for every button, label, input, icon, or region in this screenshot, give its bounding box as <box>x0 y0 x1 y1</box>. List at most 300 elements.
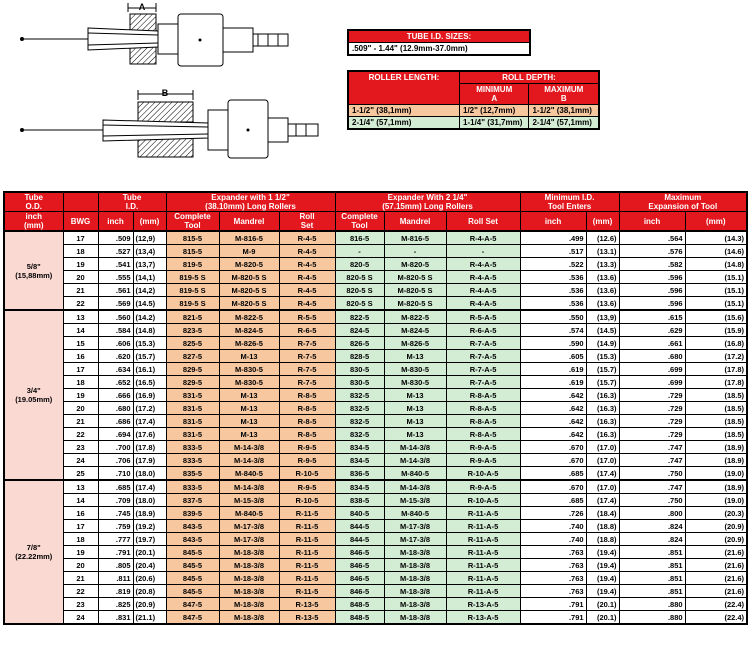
id-inch-cell: .686 <box>98 415 133 428</box>
id-mm-cell: (17.6) <box>133 428 166 441</box>
min-inch-cell: .642 <box>520 389 586 402</box>
id-mm-cell: (17.2) <box>133 402 166 415</box>
roll-set-2-cell: R-9-A-5 <box>446 454 520 467</box>
max-mm-cell: (19.0) <box>685 494 747 507</box>
mandrel-2-cell: - <box>384 245 446 258</box>
bwg-cell: 21 <box>63 284 98 297</box>
complete-tool-1-cell: 829-5 <box>166 376 219 389</box>
complete-tool-2-cell: 816-5 <box>335 231 384 245</box>
id-mm-cell: (13,4) <box>133 245 166 258</box>
min-mm-cell: (13.6) <box>586 271 619 284</box>
id-mm-cell: (20.4) <box>133 559 166 572</box>
header-id-mm: (mm) <box>133 212 166 232</box>
max-mm-cell: (18.5) <box>685 428 747 441</box>
roller-length-header: ROLLER LENGTH: <box>348 71 460 105</box>
id-mm-cell: (14,1) <box>133 271 166 284</box>
max-mm-cell: (21.6) <box>685 546 747 559</box>
id-inch-cell: .634 <box>98 363 133 376</box>
roll-set-2-cell: R-11-A-5 <box>446 585 520 598</box>
roll-set-1-cell: R-4-5 <box>279 297 335 311</box>
id-mm-cell: (17.9) <box>133 454 166 467</box>
id-inch-cell: .584 <box>98 324 133 337</box>
max-inch-cell: .629 <box>619 324 685 337</box>
roll-set-2-cell: R-11-A-5 <box>446 546 520 559</box>
mandrel-1-cell: M-15-3/8 <box>219 494 279 507</box>
roll-set-1-cell: R-11-5 <box>279 507 335 520</box>
complete-tool-2-cell: 848-5 <box>335 611 384 625</box>
max-inch-cell: .661 <box>619 337 685 350</box>
roll-set-1-cell: R-8-5 <box>279 428 335 441</box>
min-mm-cell: (15.7) <box>586 376 619 389</box>
header-min-id: Minimum I.D. Tool Enters <box>520 192 619 212</box>
id-mm-cell: (17.4) <box>133 415 166 428</box>
max-inch-cell: .564 <box>619 231 685 245</box>
id-mm-cell: (16.1) <box>133 363 166 376</box>
mandrel-2-cell: M-18-3/8 <box>384 546 446 559</box>
roll-depth-header: ROLL DEPTH: <box>460 71 600 84</box>
complete-tool-1-cell: 831-5 <box>166 428 219 441</box>
complete-tool-1-cell: 847-5 <box>166 598 219 611</box>
min-mm-cell: (16.3) <box>586 415 619 428</box>
roll-set-2-cell: R-11-A-5 <box>446 533 520 546</box>
table-row <box>4 231 747 245</box>
table-row <box>4 611 747 625</box>
table-row <box>4 245 747 258</box>
max-mm-cell: (15.1) <box>685 271 747 284</box>
header-max-mm: (mm) <box>685 212 747 232</box>
roll-set-1-cell: R-11-5 <box>279 520 335 533</box>
complete-tool-2-cell: 832-5 <box>335 402 384 415</box>
roll-set-2-cell: - <box>446 245 520 258</box>
min-inch-cell: .763 <box>520 585 586 598</box>
max-inch-cell: .729 <box>619 415 685 428</box>
table-row <box>4 363 747 376</box>
roll-set-1-cell: R-9-5 <box>279 454 335 467</box>
complete-tool-2-cell: 826-5 <box>335 337 384 350</box>
mandrel-2-cell: M-13 <box>384 402 446 415</box>
id-inch-cell: .606 <box>98 337 133 350</box>
id-mm-cell: (16.9) <box>133 389 166 402</box>
roll-set-1-cell: R-4-5 <box>279 258 335 271</box>
complete-tool-1-cell: 831-5 <box>166 402 219 415</box>
mandrel-2-cell: M-820-5 S <box>384 284 446 297</box>
mandrel-1-cell: M-18-3/8 <box>219 572 279 585</box>
table-row <box>4 533 747 546</box>
min-inch-cell: .536 <box>520 297 586 311</box>
mandrel-2-cell: M-820-5 <box>384 258 446 271</box>
mandrel-1-cell: M-17-3/8 <box>219 533 279 546</box>
mandrel-2-cell: M-17-3/8 <box>384 520 446 533</box>
roll-set-2-cell: R-9-A-5 <box>446 441 520 454</box>
mandrel-1-cell: M-820-5 S <box>219 284 279 297</box>
id-inch-cell: .652 <box>98 376 133 389</box>
bwg-cell: 23 <box>63 598 98 611</box>
complete-tool-2-cell: 824-5 <box>335 324 384 337</box>
table-row <box>4 376 747 389</box>
table-row <box>4 546 747 559</box>
roll-set-2-cell: R-11-A-5 <box>446 559 520 572</box>
mandrel-1-cell: M-840-5 <box>219 507 279 520</box>
complete-tool-2-cell: 846-5 <box>335 572 384 585</box>
mandrel-2-cell: M-826-5 <box>384 337 446 350</box>
complete-tool-1-cell: 815-5 <box>166 245 219 258</box>
bwg-cell: 22 <box>63 297 98 311</box>
max-inch-cell: .615 <box>619 310 685 324</box>
min-mm-cell: (18.8) <box>586 520 619 533</box>
tube-id-sizes-title: TUBE I.D. SIZES: <box>348 30 530 43</box>
max-mm-cell: (20.9) <box>685 520 747 533</box>
table-row <box>4 585 747 598</box>
roll-set-2-cell: R-8-A-5 <box>446 402 520 415</box>
complete-tool-2-cell: 822-5 <box>335 310 384 324</box>
max-inch-cell: .750 <box>619 467 685 481</box>
expander-drawing-a <box>20 2 288 66</box>
bwg-cell: 21 <box>63 572 98 585</box>
roll-set-1-cell: R-8-5 <box>279 402 335 415</box>
id-mm-cell: (19.2) <box>133 520 166 533</box>
bwg-cell: 19 <box>63 389 98 402</box>
header-mandrel-2: Mandrel <box>384 212 446 232</box>
complete-tool-2-cell: 832-5 <box>335 389 384 402</box>
min-inch-cell: .642 <box>520 415 586 428</box>
mandrel-1-cell: M-820-5 S <box>219 297 279 311</box>
roll-set-1-cell: R-8-5 <box>279 389 335 402</box>
max-mm-cell: (17.8) <box>685 376 747 389</box>
max-inch-cell: .747 <box>619 454 685 467</box>
min-mm-cell: (19.4) <box>586 559 619 572</box>
complete-tool-1-cell: 835-5 <box>166 467 219 481</box>
id-mm-cell: (13,7) <box>133 258 166 271</box>
min-mm-cell: (13.3) <box>586 258 619 271</box>
table-row <box>4 258 747 271</box>
bwg-cell: 18 <box>63 245 98 258</box>
min-mm-cell: (15.3) <box>586 350 619 363</box>
label-b: B <box>161 88 169 98</box>
complete-tool-1-cell: 819-5 S <box>166 297 219 311</box>
max-inch-cell: .747 <box>619 480 685 494</box>
mandrel-1-cell: M-826-5 <box>219 337 279 350</box>
min-inch-cell: .642 <box>520 428 586 441</box>
tube-od-cell: 3/4" (19.05mm) <box>4 310 63 480</box>
header-bwg: BWG <box>63 212 98 232</box>
bwg-cell: 20 <box>63 402 98 415</box>
max-mm-cell: (18.5) <box>685 389 747 402</box>
mandrel-1-cell: M-824-5 <box>219 324 279 337</box>
mandrel-1-cell: M-822-5 <box>219 310 279 324</box>
max-inch-cell: .851 <box>619 585 685 598</box>
id-mm-cell: (12,9) <box>133 231 166 245</box>
min-mm-cell: (19.4) <box>586 572 619 585</box>
roll-set-2-cell: R-13-A-5 <box>446 598 520 611</box>
complete-tool-1-cell: 819-5 S <box>166 271 219 284</box>
complete-tool-1-cell: 823-5 <box>166 324 219 337</box>
mandrel-1-cell: M-820-5 <box>219 258 279 271</box>
bwg-cell: 18 <box>63 533 98 546</box>
max-inch-cell: .699 <box>619 363 685 376</box>
table-row <box>4 559 747 572</box>
id-inch-cell: .825 <box>98 598 133 611</box>
max-mm-cell: (18.5) <box>685 415 747 428</box>
id-mm-cell: (21.1) <box>133 611 166 625</box>
max-inch-cell: .729 <box>619 389 685 402</box>
roll-set-2-cell: R-8-A-5 <box>446 389 520 402</box>
id-mm-cell: (14.5) <box>133 297 166 311</box>
roll-set-1-cell: R-4-5 <box>279 245 335 258</box>
min-inch-cell: .685 <box>520 494 586 507</box>
min-inch-cell: .763 <box>520 572 586 585</box>
max-mm-cell: (15.9) <box>685 324 747 337</box>
max-mm-cell: (21.6) <box>685 559 747 572</box>
max-inch-cell: .582 <box>619 258 685 271</box>
min-mm-cell: (12.6) <box>586 231 619 245</box>
min-inch-cell: .740 <box>520 520 586 533</box>
min-mm-cell: (20.1) <box>586 611 619 625</box>
roll-set-2-cell: R-8-A-5 <box>446 428 520 441</box>
bwg-cell: 17 <box>63 231 98 245</box>
min-inch-cell: .517 <box>520 245 586 258</box>
bwg-cell: 25 <box>63 467 98 481</box>
id-inch-cell: .680 <box>98 402 133 415</box>
max-inch-cell: .680 <box>619 350 685 363</box>
roll-set-2-cell: R-4-A-5 <box>446 297 520 311</box>
max-inch-cell: .596 <box>619 271 685 284</box>
mandrel-2-cell: M-14-3/8 <box>384 480 446 494</box>
max-mm-cell: (21.6) <box>685 585 747 598</box>
min-inch-cell: .499 <box>520 231 586 245</box>
id-inch-cell: .527 <box>98 245 133 258</box>
roll-set-1-cell: R-10-5 <box>279 494 335 507</box>
min-inch-cell: .670 <box>520 480 586 494</box>
table-row <box>4 507 747 520</box>
min-mm-cell: (13.1) <box>586 245 619 258</box>
mandrel-1-cell: M-13 <box>219 402 279 415</box>
complete-tool-1-cell: 831-5 <box>166 415 219 428</box>
table-row <box>4 467 747 481</box>
min-mm-cell: (17.4) <box>586 494 619 507</box>
bwg-cell: 24 <box>63 611 98 625</box>
max-inch-cell: .880 <box>619 611 685 625</box>
bwg-cell: 16 <box>63 507 98 520</box>
min-inch-cell: .726 <box>520 507 586 520</box>
mandrel-1-cell: M-18-3/8 <box>219 598 279 611</box>
complete-tool-2-cell: 830-5 <box>335 363 384 376</box>
roll-set-1-cell: R-11-5 <box>279 559 335 572</box>
max-mm-cell: (22.4) <box>685 598 747 611</box>
mandrel-1-cell: M-14-3/8 <box>219 441 279 454</box>
min-mm-cell: (18.4) <box>586 507 619 520</box>
label-a: A <box>138 2 146 12</box>
roll-set-1-cell: R-8-5 <box>279 415 335 428</box>
min-inch-cell: .740 <box>520 533 586 546</box>
complete-tool-1-cell: 843-5 <box>166 520 219 533</box>
roll-set-1-cell: R-13-5 <box>279 598 335 611</box>
header-expander-1: Expander with 1 1/2" (38.10mm) Long Rollers <box>166 192 335 212</box>
header-mandrel-1: Mandrel <box>219 212 279 232</box>
roll-set-1-cell: R-7-5 <box>279 363 335 376</box>
tube-expander-table <box>3 191 748 625</box>
max-mm-cell: (20.3) <box>685 507 747 520</box>
complete-tool-2-cell: 848-5 <box>335 598 384 611</box>
complete-tool-1-cell: 827-5 <box>166 350 219 363</box>
max-mm-cell: (15.1) <box>685 284 747 297</box>
id-mm-cell: (17.4) <box>133 480 166 494</box>
roll-set-2-cell: R-5-A-5 <box>446 310 520 324</box>
min-inch-cell: .522 <box>520 258 586 271</box>
max-inch-cell: .851 <box>619 559 685 572</box>
header-tube-id: Tube I.D. <box>98 192 166 212</box>
min-mm-cell: (14.9) <box>586 337 619 350</box>
id-inch-cell: .694 <box>98 428 133 441</box>
header-roll-set-1: Roll Set <box>279 212 335 232</box>
bwg-cell: 22 <box>63 585 98 598</box>
complete-tool-2-cell: 844-5 <box>335 533 384 546</box>
min-inch-cell: .536 <box>520 271 586 284</box>
id-inch-cell: .541 <box>98 258 133 271</box>
max-mm-cell: (19.0) <box>685 467 747 481</box>
bwg-cell: 14 <box>63 494 98 507</box>
max-inch-cell: .596 <box>619 297 685 311</box>
mandrel-2-cell: M-18-3/8 <box>384 598 446 611</box>
max-inch-cell: .851 <box>619 546 685 559</box>
tube-od-cell: 7/8" (22.22mm) <box>4 480 63 624</box>
min-inch-cell: .550 <box>520 310 586 324</box>
roller-row: 2-1/4" (57,1mm) 1-1/4" (31,7mm) 2-1/4" (57,1mm) <box>348 117 599 130</box>
max-mm-cell: (14.6) <box>685 245 747 258</box>
complete-tool-2-cell: 846-5 <box>335 559 384 572</box>
roll-set-1-cell: R-4-5 <box>279 271 335 284</box>
header-inch-mm: inch (mm) <box>4 212 63 232</box>
roll-set-1-cell: R-11-5 <box>279 546 335 559</box>
max-inch-cell: .800 <box>619 507 685 520</box>
min-inch-cell: .536 <box>520 284 586 297</box>
roll-set-1-cell: R-11-5 <box>279 533 335 546</box>
roll-set-1-cell: R-5-5 <box>279 310 335 324</box>
max-inch-cell: .880 <box>619 598 685 611</box>
complete-tool-1-cell: 833-5 <box>166 480 219 494</box>
roll-set-1-cell: R-7-5 <box>279 350 335 363</box>
bwg-cell: 19 <box>63 258 98 271</box>
header-max-expansion: Maximum Expansion of Tool <box>619 192 747 212</box>
id-mm-cell: (15.3) <box>133 337 166 350</box>
roll-set-1-cell: R-11-5 <box>279 572 335 585</box>
complete-tool-2-cell: 834-5 <box>335 454 384 467</box>
max-mm-cell: (20.9) <box>685 533 747 546</box>
table-row <box>4 284 747 297</box>
table-row <box>4 520 747 533</box>
mandrel-2-cell: M-822-5 <box>384 310 446 324</box>
tube-id-sizes-value: .509" - 1.44" (12.9mm-37.0mm) <box>348 43 530 56</box>
roll-set-2-cell: R-10-A-5 <box>446 467 520 481</box>
tube-od-cell: 5/8" (15,88mm) <box>4 231 63 310</box>
id-inch-cell: .819 <box>98 585 133 598</box>
roll-set-2-cell: R-7-A-5 <box>446 350 520 363</box>
bwg-cell: 19 <box>63 546 98 559</box>
min-mm-cell: (14.5) <box>586 324 619 337</box>
min-header: MINIMUM A <box>460 84 529 105</box>
id-mm-cell: (15.7) <box>133 350 166 363</box>
table-row <box>4 428 747 441</box>
complete-tool-1-cell: 821-5 <box>166 310 219 324</box>
tube-expander-diagram <box>8 0 328 175</box>
max-mm-cell: (18.9) <box>685 441 747 454</box>
roll-set-1-cell: R-7-5 <box>279 376 335 389</box>
max-inch-cell: .824 <box>619 520 685 533</box>
table-row <box>4 598 747 611</box>
complete-tool-2-cell: 832-5 <box>335 415 384 428</box>
roll-set-2-cell: R-11-A-5 <box>446 572 520 585</box>
roll-set-2-cell: R-13-A-5 <box>446 611 520 625</box>
id-inch-cell: .620 <box>98 350 133 363</box>
max-inch-cell: .729 <box>619 428 685 441</box>
bwg-cell: 24 <box>63 454 98 467</box>
max-mm-cell: (16.8) <box>685 337 747 350</box>
max-inch-cell: .699 <box>619 376 685 389</box>
complete-tool-2-cell: 820-5 S <box>335 271 384 284</box>
max-inch-cell: .851 <box>619 572 685 585</box>
id-inch-cell: .709 <box>98 494 133 507</box>
mandrel-2-cell: M-18-3/8 <box>384 611 446 625</box>
expander-drawing-b <box>20 88 318 158</box>
roll-set-1-cell: R-6-5 <box>279 324 335 337</box>
id-inch-cell: .710 <box>98 467 133 481</box>
max-mm-cell: (21.6) <box>685 572 747 585</box>
id-mm-cell: (19.7) <box>133 533 166 546</box>
id-mm-cell: (16.5) <box>133 376 166 389</box>
mandrel-2-cell: M-13 <box>384 350 446 363</box>
table-row <box>4 297 747 311</box>
complete-tool-2-cell: - <box>335 245 384 258</box>
min-mm-cell: (18.8) <box>586 533 619 546</box>
min-inch-cell: .619 <box>520 376 586 389</box>
complete-tool-2-cell: 846-5 <box>335 585 384 598</box>
mandrel-2-cell: M-816-5 <box>384 231 446 245</box>
id-inch-cell: .700 <box>98 441 133 454</box>
min-mm-cell: (13.6) <box>586 284 619 297</box>
max-inch-cell: .824 <box>619 533 685 546</box>
complete-tool-1-cell: 845-5 <box>166 546 219 559</box>
id-inch-cell: .831 <box>98 611 133 625</box>
complete-tool-1-cell: 833-5 <box>166 454 219 467</box>
roll-set-2-cell: R-4-A-5 <box>446 284 520 297</box>
table-row <box>4 441 747 454</box>
id-inch-cell: .791 <box>98 546 133 559</box>
id-inch-cell: .666 <box>98 389 133 402</box>
id-inch-cell: .811 <box>98 572 133 585</box>
id-mm-cell: (20.6) <box>133 572 166 585</box>
max-inch-cell: .750 <box>619 494 685 507</box>
max-mm-cell: (15.6) <box>685 310 747 324</box>
max-inch-cell: .729 <box>619 402 685 415</box>
tube-id-sizes-box <box>347 29 531 56</box>
id-inch-cell: .561 <box>98 284 133 297</box>
mandrel-2-cell: M-18-3/8 <box>384 585 446 598</box>
roll-set-2-cell: R-10-A-5 <box>446 494 520 507</box>
min-inch-cell: .605 <box>520 350 586 363</box>
min-mm-cell: (16.3) <box>586 402 619 415</box>
mandrel-1-cell: M-13 <box>219 415 279 428</box>
complete-tool-1-cell: 847-5 <box>166 611 219 625</box>
roll-set-2-cell: R-8-A-5 <box>446 415 520 428</box>
complete-tool-2-cell: 846-5 <box>335 546 384 559</box>
min-inch-cell: .574 <box>520 324 586 337</box>
bwg-cell: 20 <box>63 271 98 284</box>
roll-set-2-cell: R-11-A-5 <box>446 520 520 533</box>
mandrel-1-cell: M-18-3/8 <box>219 546 279 559</box>
mandrel-1-cell: M-13 <box>219 389 279 402</box>
mandrel-2-cell: M-820-5 S <box>384 271 446 284</box>
mandrel-1-cell: M-9 <box>219 245 279 258</box>
header-tube-od: Tube O.D. <box>4 192 63 212</box>
